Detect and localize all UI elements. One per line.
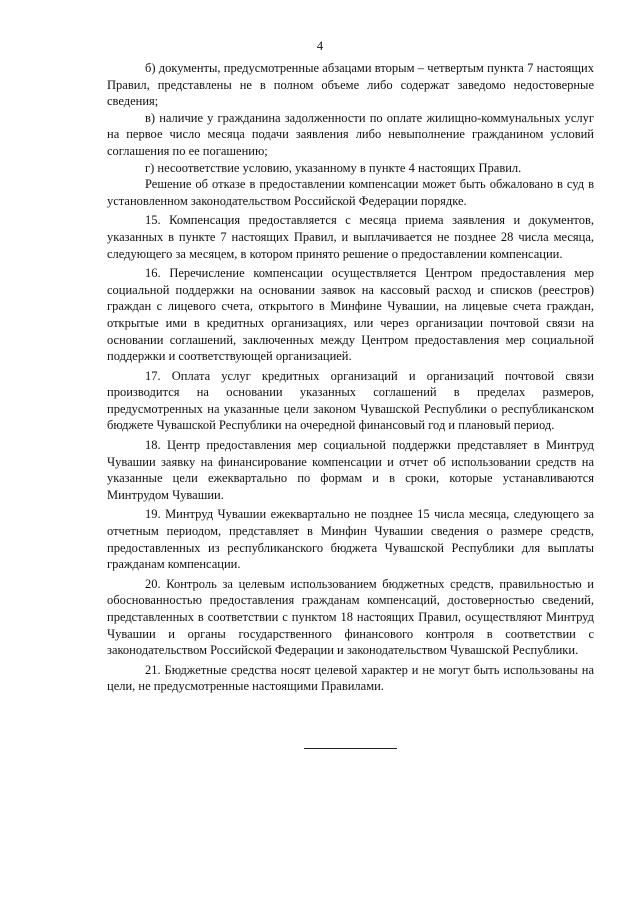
paragraph-appeal: Решение об отказе в предоставлении компенсации может быть обжаловано в суд в установленном законодательством Российской Федерации порядке. [107,177,594,208]
paragraph-17: 17. Оплата услуг кредитных организаций и организаций почтовой связи производится на основании указанных соглашений в пределах размеров, предусмотренных на указанные цели законом Чувашской Республики о республиканском бюджете Чувашской Республики на очередной финансовый год и плановый период. [107,368,594,433]
paragraph-item-v: в) наличие у гражданина задолженности по оплате жилищно-коммунальных услуг на первое число месяца подачи заявления либо невыполнение гражданином условий соглашения по ее погашению; [107,110,594,158]
paragraph-item-b: б) документы, предусмотренные абзацами вторым – четвертым пункта 7 настоящих Правил, представлены не в полном объеме либо содержат заведомо недостоверные сведения; [107,61,594,109]
paragraph-20: 20. Контроль за целевым использованием бюджетных средств, правильностью и обоснованностью предоставления гражданам компенсаций, достоверностью сведений, представленных в соответствии с пунктом 18 настоящих Правил, осуществляют Минтруд Чувашии и органы государственного финансового контроля в соответствии с законодательством Российской Федерации и законодательством Чувашской Республики. [107,576,594,658]
paragraph-21: 21. Бюджетные средства носят целевой характер и не могут быть использованы на цели, не предусмотренные настоящими Правилами. [107,662,594,694]
document-body [107,60,594,695]
paragraph-19: 19. Минтруд Чувашии ежеквартально не позднее 15 числа месяца, следующего за отчетным периодом, представляет в Минфин Чувашии сведения о размере средств, предоставленных из республиканского бюджета Чувашской Республики для выплаты гражданам компенсации. [107,507,594,572]
paragraph-16: 16. Перечисление компенсации осуществляется Центром предоставления мер социальной поддержки на основании заявок на кассовый расход и списков (реестров) граждан с лицевого счета, открытого в Минфине Чувашии, на лицевые счета граждан, открытые ими в кредитных организациях, или через организации почтовой связи на основании соглашений, заключенных между Центром предоставления мер социальной поддержки и соответствующей организацией. [107,266,594,364]
page-number: 4 [316,39,324,53]
paragraph-18: 18. Центр предоставления мер социальной поддержки представляет в Минтруд Чувашии заявку на финансирование компенсации и отчет об использовании средств на указанные цели ежеквартально по формам и в сроки, которые устанавливаются Минтрудом Чувашии. [107,438,594,502]
paragraph-item-g: г) несоответствие условию, указанному в пункте 4 настоящих Правил. [145,160,522,175]
end-divider [304,748,397,749]
paragraph-15: 15. Компенсация предоставляется с месяца приема заявления и документов, указанных в пункте 7 настоящих Правил, и выплачивается не позднее 28 числа месяца, следующего за месяцем, в котором принято решение о предоставлении компенсации. [107,213,594,261]
